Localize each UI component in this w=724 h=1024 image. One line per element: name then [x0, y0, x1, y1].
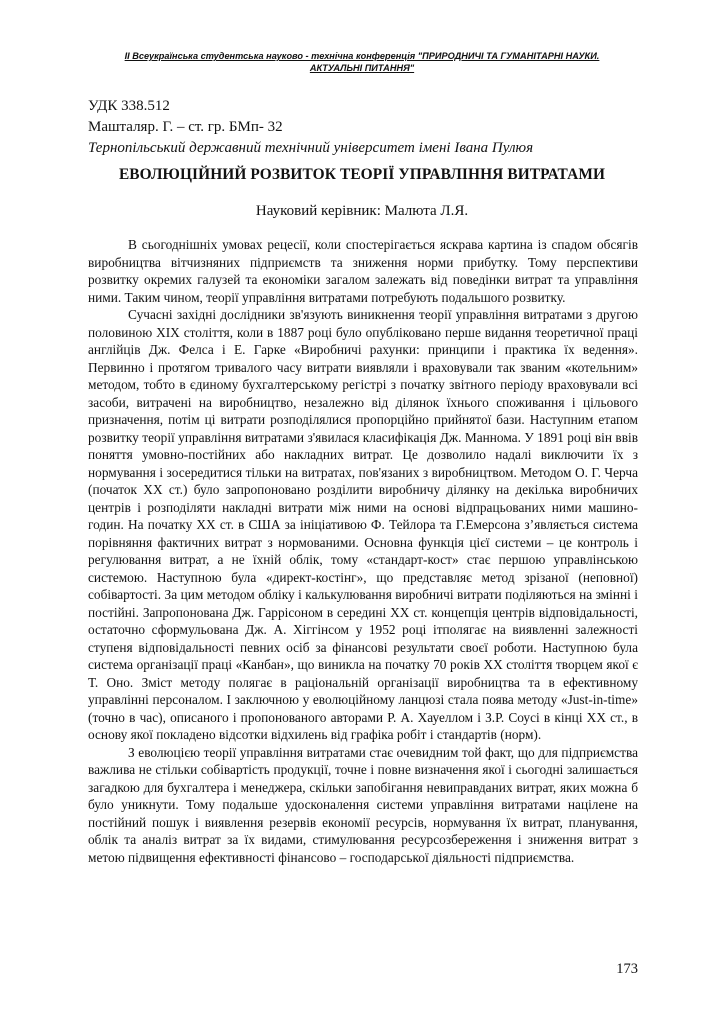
udc-code: УДК 338.512 — [88, 98, 170, 114]
paragraph-3: З еволюцією теорії управління витратами стає очевидним той факт, що для підприємства важлива не стільки собівартість продукції, точне і повне визначення якої і сьогодні залишається загадкою для бухгалтера і менеджера, скільки запобігання невиправданих витрат, яких можна б було уникнути. Тому подальше удосконалення системи управління витратами націлене на постійний пошук і виявлення резервів економії ресурсів, нормування їх витрат, планування, облік та аналіз витрат за їх видами, стимулювання ресурсозбереження і зниження витрат з метою підвищення ефективності фінансово – господарської діяльності підприємства. — [88, 744, 638, 865]
affiliation: Тернопільський державний технічний університет імені Івана Пулюя — [88, 140, 534, 156]
conference-header — [60, 50, 664, 74]
conference-header-line-1: II Всеукраїнська студентська науково - технічна конференція "ПРИРОДНИЧІ ТА ГУМАНІТАРНІ НАУКИ. — [124, 51, 600, 61]
page-number: 173 — [616, 961, 638, 977]
conference-header-line-2: АКТУАЛЬНІ ПИТАННЯ" — [309, 63, 415, 73]
paragraph-1: В сьогоднішніх умовах рецесії, коли спостерігається яскрава картина із спадом обсягів виробництва вітчизняних підприємств та зниження норми прибутку. Тому перспективи розвитку окремих галузей та економіки загалом залежать від поведінки витрат та управління ними. Таким чином, теорії управління витратами потребують подальшого розвитку. — [88, 237, 638, 305]
article-meta — [88, 96, 648, 159]
supervisor-line: Науковий керівник: Малюта Л.Я. — [255, 203, 469, 219]
paper-title: ЕВОЛЮЦІЙНИЙ РОЗВИТОК ТЕОРІЇ УПРАВЛІННЯ ВИТРАТАМИ — [118, 166, 606, 183]
article-body — [88, 236, 638, 866]
paragraph-2: Сучасні західні дослідники зв'язують виникнення теорії управління витратами з другою половиною XIX століття, коли в 1887 році було опубліковано перше видання теоретичної праці англійців Дж. Фелса і Е. Гарке «Виробничі рахунки: принципи і практика їх ведення». Первинно і протягом тривалого часу витрати виявляли і враховували так званим «котельним» методом, тобто в єдиному бухгалтерському регістрі з початку звітного періоду враховували всі засоби, витрачені на виробництво, незалежно від ділянок їхнього споживання і цільового призначення, потім ці витрати розподілялися пропорційно прийнятої бази. Наступним етапом розвитку теорії управління витратами з'явилася класифікація Дж. Маннома. У 1891 році він ввів поняття умовно-постійних або накладних витрат. Це дозволило надалі виключити їх з нормування і зосередитися тільки на витратах, пов'язаних з виробництвом. Методом О. Г. Черча (початок XX ст.) було запропоновано розділити виробничу ділянку на декілька виробничих центрів і розподіляти накладні витрати між ними на основі відпрацьованих ними машино-годин. На початку XX ст. в США за ініціативою Ф. Тейлора та Г.Емерсона з’являється система порівняння фактичних витрат з нормованими. Основна функція цієї системи – це контроль і регулювання витрат, а не їхній облік, тому «стандарт-кост» стає першою управлінською системою. Наступною була «директ-костінг», що представляє метод зрізаної (неповної) собівартості. За цим методом обліку і калькулювання виробничі витрати поділяються на змінні і постійні. Запропонована Дж. Гаррісоном в середині XX ст. концепція центрів відповідальності, остаточно сформульована Дж. А. Хіггінсом у 1952 році ітполягає на виявленні залежності ступеня відповідальності певних осіб за фінансові результати своєї роботи. Наступною була система організації праці «Канбан», що виникла на початку 70 років XX століття творцем якої є Т. Оно. Зміст методу полягає в раціональній організації виробництва та в ефективному управлінні персоналом. І заключною у еволюційному ланцюзі стала поява методу «Just-in-time» (точно в час), описаного і пропонованого авторами Р. А. Хауеллом і З.Р. Соусі в кінці XX ст., в основу якої покладено відсотки відхилень від графіка робіт і стандартів (норм). — [88, 307, 638, 742]
author-line: Машталяр. Г. – ст. гр. БМп- 32 — [88, 119, 283, 135]
